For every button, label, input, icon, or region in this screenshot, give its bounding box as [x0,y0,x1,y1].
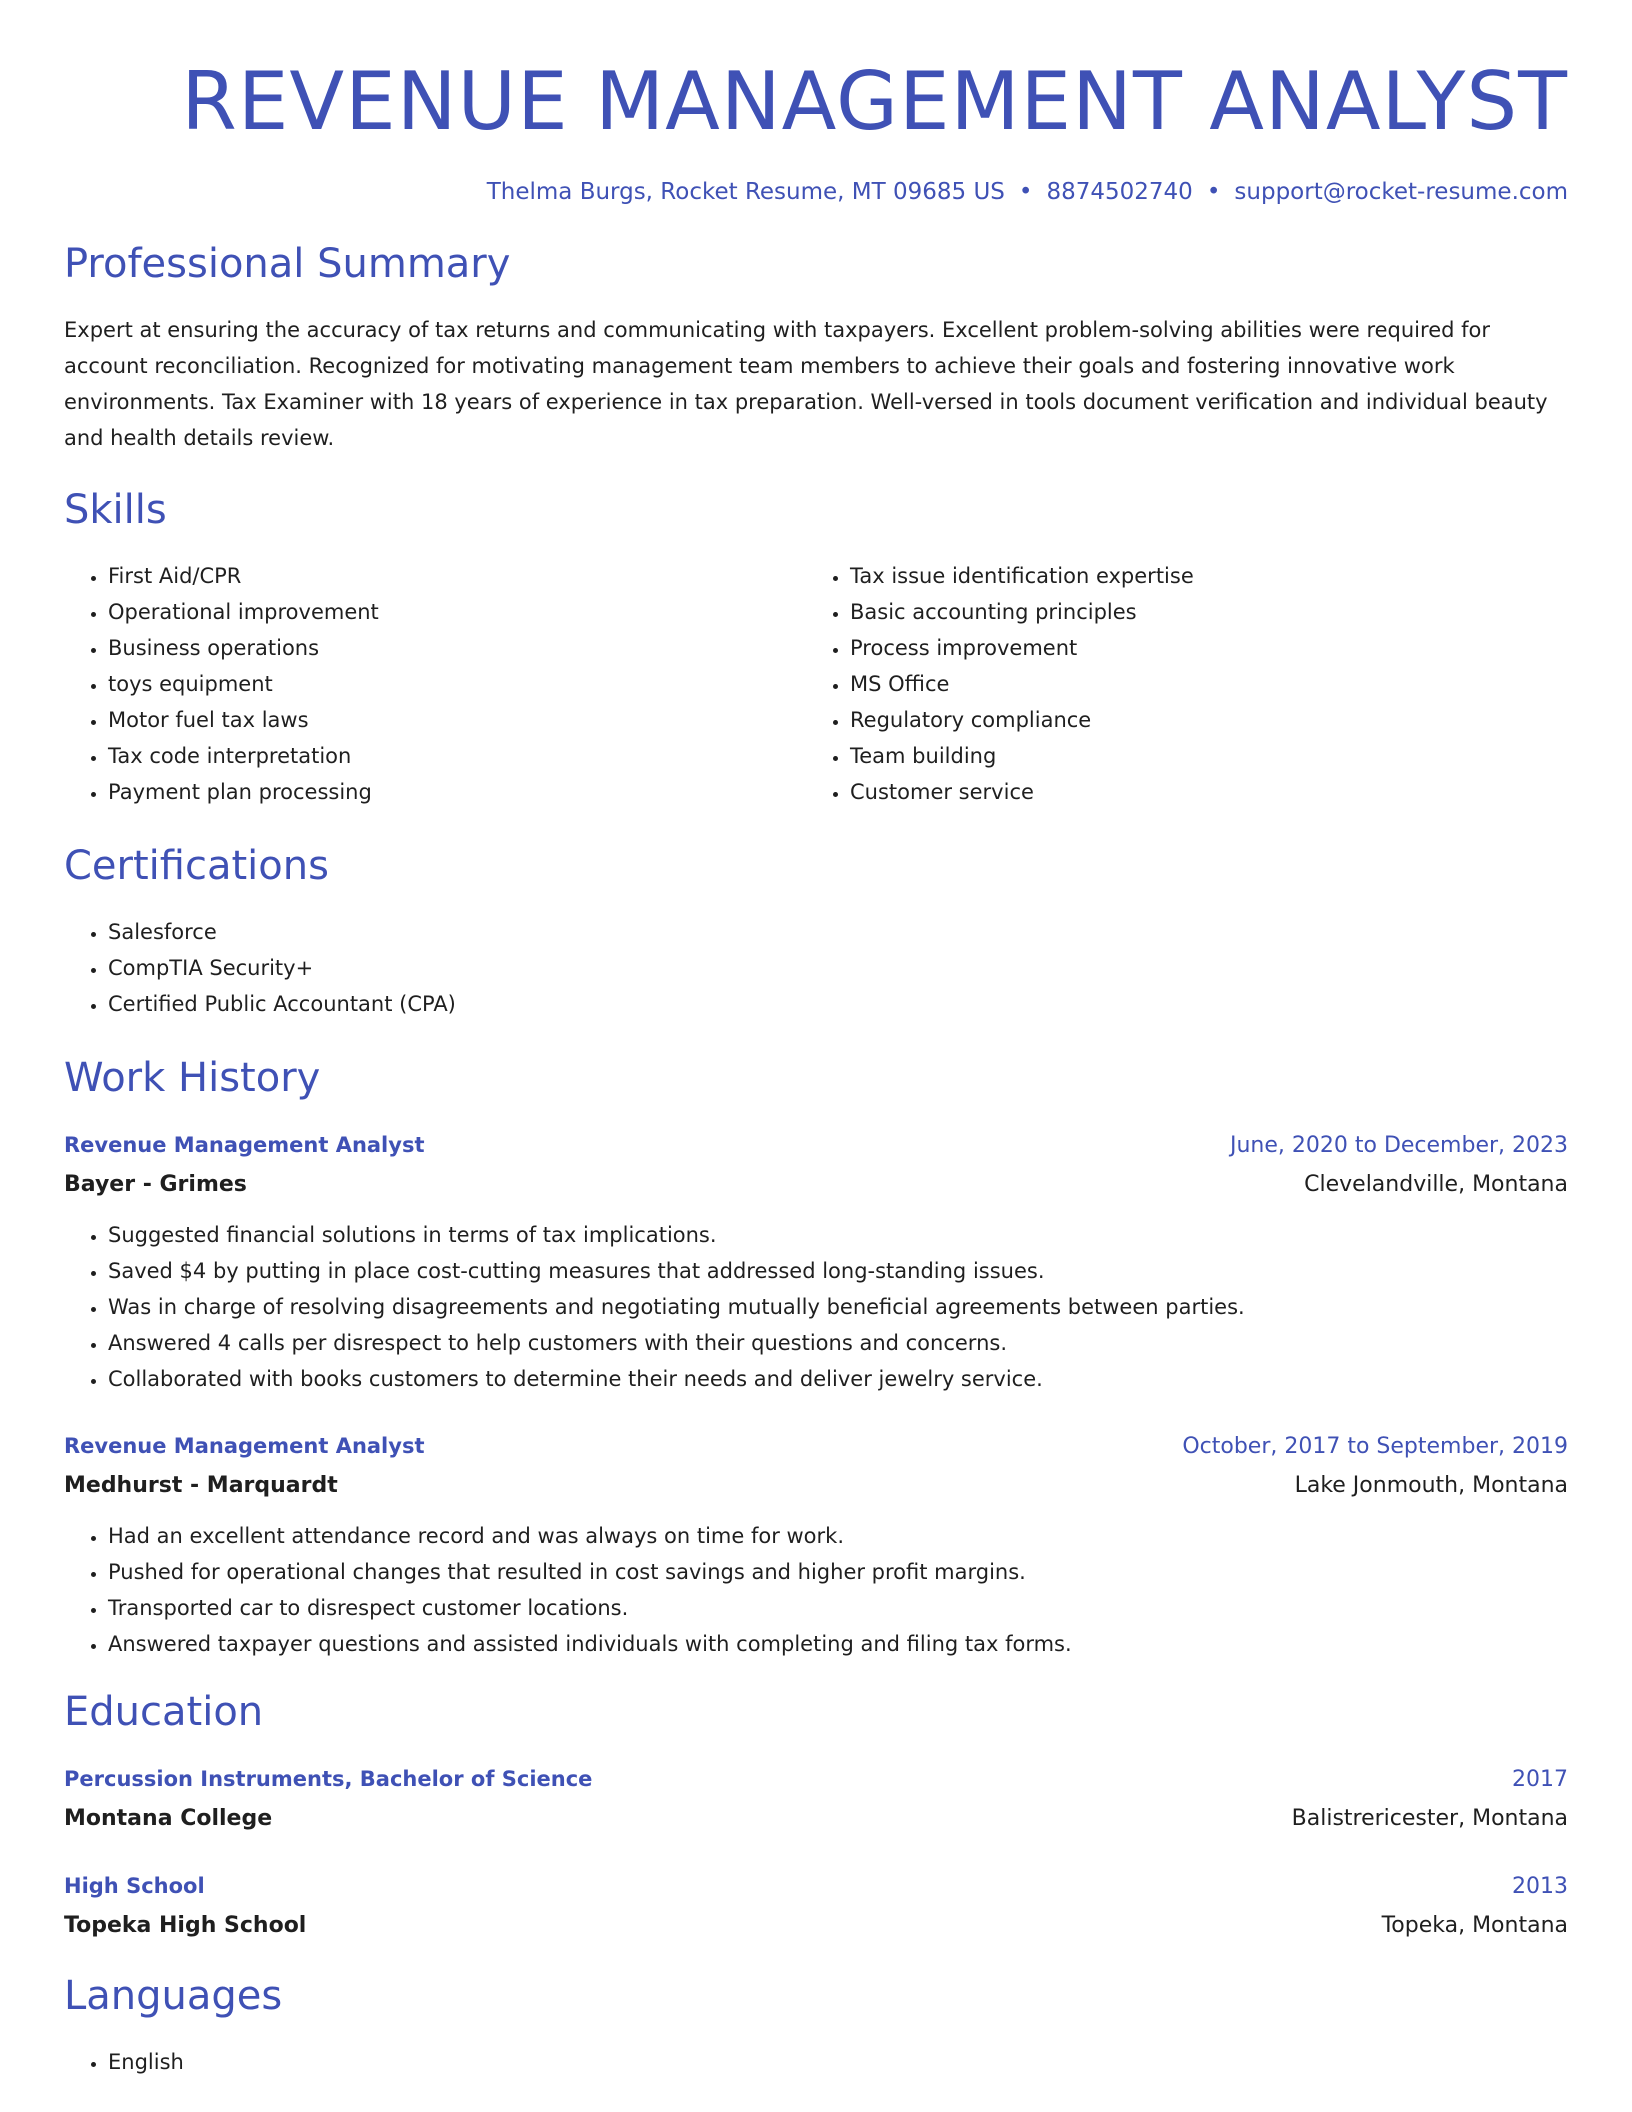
skill-item: • Tax code interpretation [108,738,806,774]
contact-address: Thelma Burgs, Rocket Resume, MT 09685 US [486,179,1005,205]
job-location: Clevelandville, Montana [1304,1172,1568,1197]
certifications-section [64,840,1568,1022]
education-school: Montana College [64,1806,273,1831]
language-item: • English [108,2044,1568,2080]
skill-item: • MS Office [850,666,1568,702]
skill-item: • Business operations [108,630,806,666]
skill-item: • First Aid/CPR [108,558,806,594]
languages-section [64,1970,1568,2080]
languages-list [64,2044,1568,2080]
job-title: Revenue Management Analyst [64,1133,425,1157]
education-location: Topeka, Montana [1381,1913,1568,1938]
section-heading-skills: Skills [64,487,167,533]
job-bullet: • Was in charge of resolving disagreements and negotiating mutually beneficial agreements between parties. [108,1289,1568,1325]
job-bullet: • Transported car to disrespect customer locations. [108,1590,1568,1626]
skills-grid [64,558,1568,810]
summary-text: Expert at ensuring the accuracy of tax returns and communicating with taxpayers. Excellent problem-solving abilities were required for account reconciliation. Recognized for motivating management team members to achieve their goals and fostering innovative work environments. Tax Examiner with 18 years of experience in tax preparation. Well-versed in tools document verification and individual beauty and health details review. [64,318,1548,450]
section-heading-summary: Professional Summary [64,241,511,287]
education-school-row [64,1799,1568,1839]
job-bullet: • Saved $4 by putting in place cost-cutting measures that addressed long-standing issues. [108,1253,1568,1289]
certification-item: • Salesforce [108,914,1568,950]
skill-item: • Regulatory compliance [850,702,1568,738]
job-entry [64,1427,1568,1662]
contact-line [64,176,1568,208]
education-year: 2017 [1512,1767,1568,1792]
job-entry [64,1126,1568,1397]
job-company-row [64,1165,1568,1205]
skills-section [64,484,1568,810]
job-header-row [64,1126,1568,1165]
education-school: Topeka High School [64,1913,307,1938]
contact-email[interactable]: support@rocket-resume.com [1234,179,1568,205]
job-bullets [64,1518,1568,1662]
skill-item: • toys equipment [108,666,806,702]
skills-list-right [806,558,1568,810]
skill-item: • Basic accounting principles [850,594,1568,630]
skill-item: • Motor fuel tax laws [108,702,806,738]
job-bullet: • Answered 4 calls per disrespect to help customers with their questions and concerns. [108,1325,1568,1361]
education-entry [64,1867,1568,1946]
education-section [64,1686,1568,1946]
summary-section [64,238,1568,456]
skill-item: • Payment plan processing [108,774,806,810]
job-title: Revenue Management Analyst [64,1434,425,1458]
work-history-section [64,1052,1568,1662]
contact-phone: 8874502740 [1046,179,1193,205]
skill-item: • Process improvement [850,630,1568,666]
education-degree: High School [64,1874,205,1898]
job-company-row [64,1466,1568,1506]
education-year: 2013 [1512,1874,1568,1899]
job-dates: October, 2017 to September, 2019 [1182,1434,1568,1459]
job-location: Lake Jonmouth, Montana [1294,1473,1568,1498]
education-location: Balistrericester, Montana [1291,1806,1568,1831]
skill-item: • Tax issue identification expertise [850,558,1568,594]
resume-page [64,0,1568,2080]
job-bullet: • Pushed for operational changes that resulted in cost savings and higher profit margins. [108,1554,1568,1590]
job-company: Medhurst - Marquardt [64,1473,338,1498]
job-company: Bayer - Grimes [64,1172,247,1197]
job-header-row [64,1427,1568,1466]
section-heading-education: Education [64,1689,264,1735]
skill-item: • Team building [850,738,1568,774]
certification-item: • CompTIA Security+ [108,950,1568,986]
skill-item: • Operational improvement [108,594,806,630]
contact-separator: • [1206,179,1221,205]
education-degree: Percussion Instruments, Bachelor of Science [64,1767,593,1791]
education-header-row [64,1760,1568,1799]
skills-list-left [64,558,806,810]
section-heading-certifications: Certifications [64,843,329,889]
job-bullets [64,1217,1568,1397]
skill-item: • Customer service [850,774,1568,810]
education-entry [64,1760,1568,1839]
education-header-row [64,1867,1568,1906]
certification-item: • Certified Public Accountant (CPA) [108,986,1568,1022]
resume-title: REVENUE MANAGEMENT ANALYST [181,55,1568,148]
job-bullet: • Suggested financial solutions in terms of tax implications. [108,1217,1568,1253]
job-bullet: • Answered taxpayer questions and assisted individuals with completing and filing tax forms. [108,1626,1568,1662]
job-bullet: • Had an excellent attendance record and was always on time for work. [108,1518,1568,1554]
contact-separator: • [1018,179,1033,205]
section-heading-languages: Languages [64,1973,283,2019]
job-bullet: • Collaborated with books customers to determine their needs and deliver jewelry service. [108,1361,1568,1397]
job-dates: June, 2020 to December, 2023 [1229,1133,1568,1158]
certifications-list [64,914,1568,1022]
education-school-row [64,1906,1568,1946]
section-heading-work-history: Work History [64,1055,321,1101]
